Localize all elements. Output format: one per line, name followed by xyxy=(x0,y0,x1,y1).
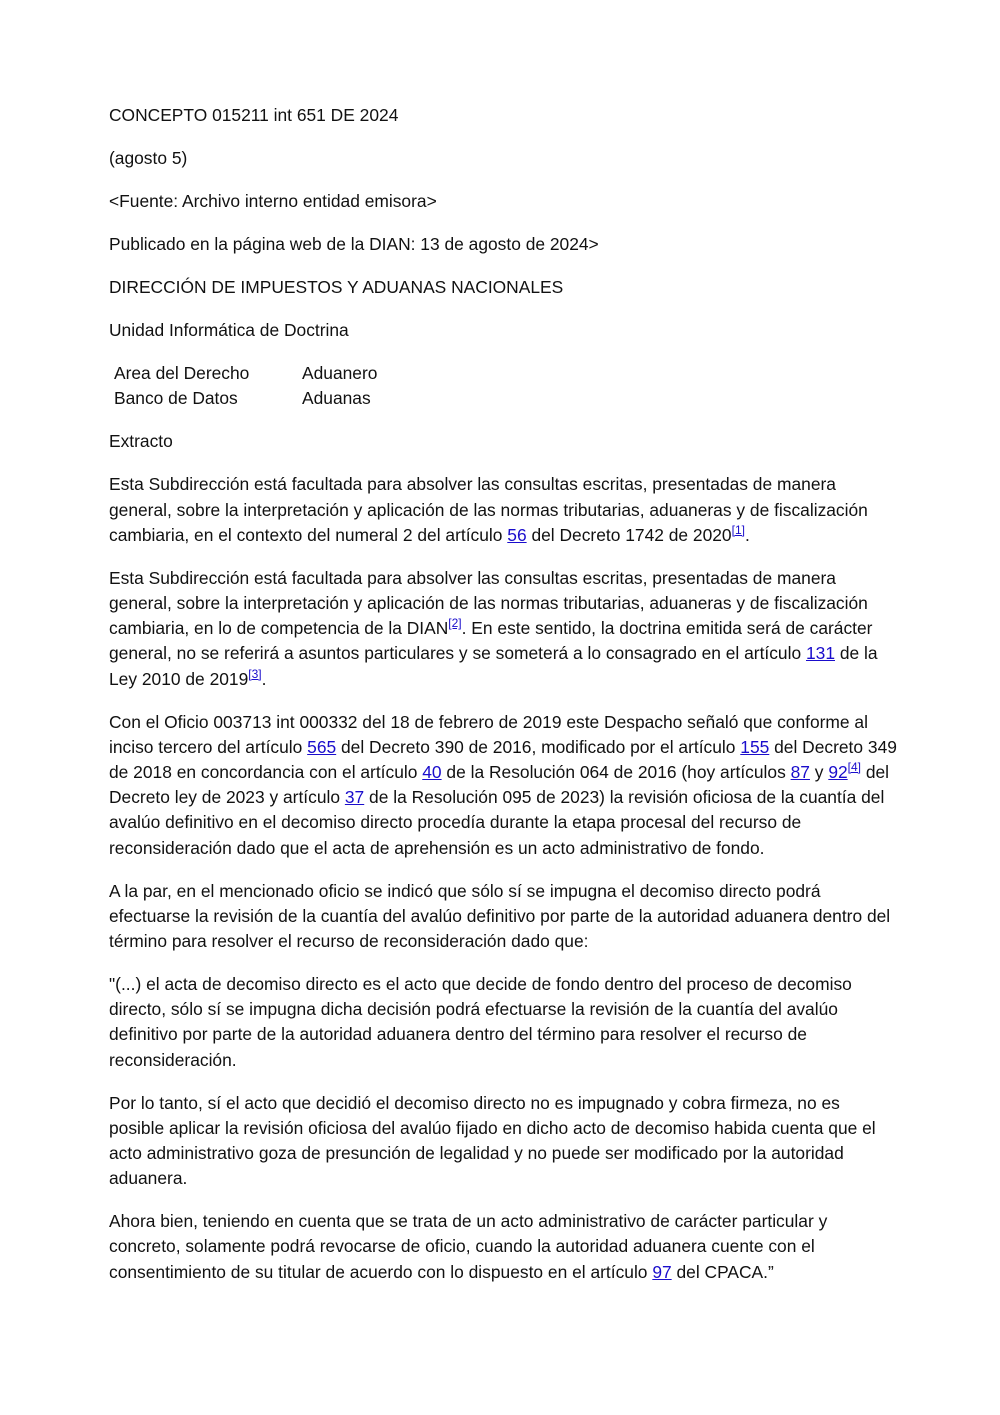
footnote-link-1[interactable]: [1] xyxy=(731,522,745,537)
metadata-key: Banco de Datos xyxy=(114,388,238,409)
article-link-131[interactable]: 131 xyxy=(805,643,835,664)
text-run: . xyxy=(744,524,750,545)
text-run: de la Resolución 064 de 2016 (hoy artículos xyxy=(441,762,791,782)
text-run: . En este sentido, la doctrina emitida será de carácter general, no se referirá a asuntos particulares y se someterá a lo consagrado en el artículo xyxy=(109,618,873,664)
footnote-link-2[interactable]: [2] xyxy=(448,616,462,631)
paragraph-oficio xyxy=(109,710,899,861)
metadata-value: Aduanas xyxy=(302,388,371,409)
paragraph-competence xyxy=(109,472,899,548)
text-run: de la Ley 2010 de 2019 xyxy=(109,643,878,689)
text-run: del CPACA.” xyxy=(671,1261,774,1282)
text-run: y xyxy=(809,762,829,782)
document-page xyxy=(109,103,899,1303)
metadata-row xyxy=(114,386,899,411)
footnote-ref-1 xyxy=(732,523,745,537)
text-run: del Decreto 1742 de 2020 xyxy=(526,524,732,545)
article-link-87[interactable]: 87 xyxy=(790,762,810,782)
article-link-565[interactable]: 565 xyxy=(307,736,337,757)
issuing-entity: DIRECCIÓN DE IMPUESTOS Y ADUANAS NACIONALES xyxy=(109,277,564,297)
metadata-table xyxy=(114,361,899,411)
paragraph-a-la-par: A la par, en el mencionado oficio se indicó que sólo sí se impugna el decomiso directo podrá efectuarse la revisión de la cuantía del avalúo definitivo por parte de la autoridad aduanera dentro del término para resolver el recurso de reconsideración dado que: xyxy=(109,880,891,952)
metadata-key: Area del Derecho xyxy=(114,363,250,383)
text-run: Esta Subdirección está facultada para absolver las consultas escritas, presentadas de manera general, sobre la interpretación y aplicación de las normas tributarias, aduaneras y de fiscalización cambiaria, en lo de competencia de la DIAN xyxy=(109,567,868,639)
paragraph-quote-start: "(...) el acta de decomiso directo es el acto que decide de fondo dentro del proceso de decomiso directo, sólo sí se impugna dicha decisión podrá efectuarse la revisión de la cuantía del avalúo definitivo por parte de la autoridad aduanera dentro del término para resolver el recurso de reconsideración. xyxy=(109,974,852,1070)
metadata-value: Aduanero xyxy=(302,363,378,383)
document-title: CONCEPTO 015211 int 651 DE 2024 xyxy=(109,105,399,125)
footnote-link-3[interactable]: [3] xyxy=(248,666,262,681)
text-run: del Decreto ley de 2023 y artículo xyxy=(109,762,890,808)
text-run: Con el Oficio 003713 int 000332 del 18 de febrero de 2019 este Despacho señaló que conforme al inciso tercero del artículo xyxy=(109,711,868,757)
text-run: . xyxy=(261,668,267,689)
text-run: del Decreto 390 de 2016, modificado por el artículo xyxy=(336,736,741,757)
paragraph-ahora-bien xyxy=(109,1209,899,1285)
article-link-37[interactable]: 37 xyxy=(344,787,365,808)
paragraph-doctrine xyxy=(109,566,899,692)
extract-heading: Extracto xyxy=(109,431,173,452)
metadata-row xyxy=(114,361,899,386)
publication-note: Publicado en la página web de la DIAN: 13 de agosto de 2024> xyxy=(109,234,599,254)
article-link-56[interactable]: 56 xyxy=(507,524,527,545)
text-run: del Decreto 349 de 2018 en concordancia con el artículo xyxy=(109,736,897,782)
footnote-ref-4 xyxy=(848,760,861,774)
footnote-ref-2 xyxy=(448,616,461,630)
paragraph-por-lo-tanto: Por lo tanto, sí el acto que decidió el decomiso directo no es impugnado y cobra firmeza, no es posible aplicar la revisión oficiosa del avalúo fijado en dicho acto de decomiso habida cuenta que el acto administrativo goza de presunción de legalidad y no puede ser modificado por la autoridad aduanera. xyxy=(109,1092,876,1189)
text-run: de la Resolución 095 de 2023) la revisión oficiosa de la cuantía del avalúo definitivo en el decomiso directo procedía durante la etapa procesal del recurso de reconsideración dado que el acta de aprehensión es un acto administrativo de fondo. xyxy=(109,787,885,858)
article-link-155[interactable]: 155 xyxy=(740,736,770,757)
document-source: <Fuente: Archivo interno entidad emisora> xyxy=(109,191,437,211)
footnote-link-4[interactable]: [4] xyxy=(847,760,861,774)
issuing-unit: Unidad Informática de Doctrina xyxy=(109,320,349,340)
article-link-40[interactable]: 40 xyxy=(422,762,442,782)
text-run: Ahora bien, teniendo en cuenta que se trata de un acto administrativo de carácter particular y concreto, solamente podrá revocarse de oficio, cuando la autoridad aduanera cuente con el consentimiento de su titular de acuerdo con lo dispuesto en el artículo xyxy=(109,1211,828,1282)
article-link-92[interactable]: 92 xyxy=(828,762,848,782)
document-date: (agosto 5) xyxy=(109,148,188,168)
text-run: Esta Subdirección está facultada para absolver las consultas escritas, presentadas de manera general, sobre la interpretación y aplicación de las normas tributarias, aduaneras y de fiscalización cambiaria, en el contexto del numeral 2 del artículo xyxy=(109,474,868,545)
footnote-ref-3 xyxy=(248,667,261,681)
article-link-97[interactable]: 97 xyxy=(652,1261,672,1282)
